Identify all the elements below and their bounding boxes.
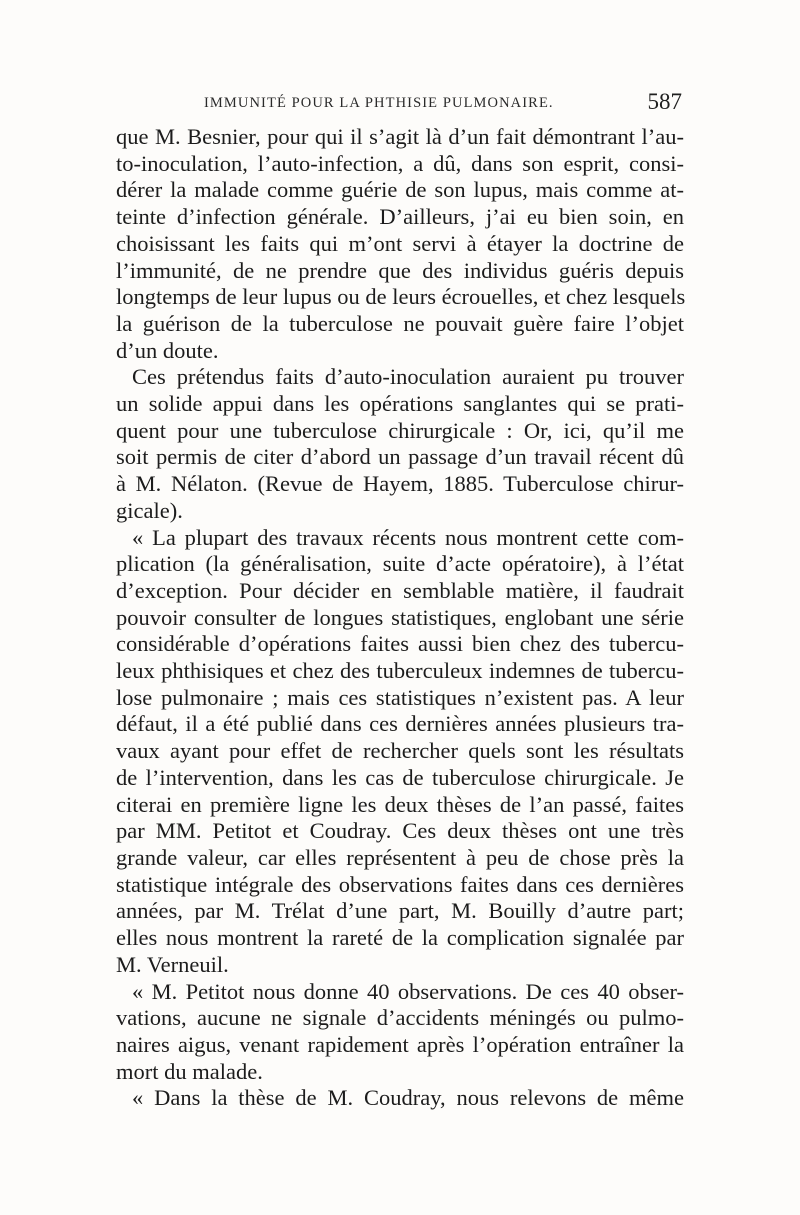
text-line: longtemps de leur lupus ou de leurs écrouelles, et chez lesquels: [116, 284, 686, 310]
paragraph: [116, 124, 684, 364]
text-line: leux phthisiques et chez des tuberculeux indemnes de tubercu-: [116, 658, 684, 684]
text-line: vations, aucune ne signale d’accidents méningés ou pulmo-: [116, 1005, 684, 1031]
body-text: [116, 124, 684, 1112]
text-line: la guérison de la tuberculose ne pouvait guère faire l’objet: [116, 310, 684, 336]
text-line: que M. Besnier, pour qui il s’agit là d’un fait démontrant l’au-: [116, 124, 684, 149]
paragraph: [116, 525, 684, 979]
paragraph: [116, 979, 684, 1086]
text-line: statistique intégrale des observations faites dans ces dernières: [116, 871, 684, 897]
text-line: quent pour une tuberculose chirurgicale : Or, ici, qu’il me: [116, 417, 684, 443]
text-line: Ces prétendus faits d’auto-inoculation auraient pu trouver: [132, 364, 684, 390]
text-line: grande valeur, car elles représentent à peu de chose près la: [116, 844, 684, 870]
text-line: to-inoculation, l’auto-infection, a dû, dans son esprit, consi-: [116, 150, 684, 176]
text-line: pouvoir consulter de longues statistiques, englobant une série: [116, 604, 684, 630]
text-line: dérer la malade comme guérie de son lupus, mais comme at-: [116, 177, 684, 203]
text-line: lose pulmonaire ; mais ces statistiques n’existent pas. A leur: [116, 684, 684, 710]
text-line: d’exception. Pour décider en semblable matière, il faudrait: [116, 577, 684, 603]
text-line: vaux ayant pour effet de rechercher quels sont les résultats: [116, 738, 684, 764]
page-number: 587: [647, 89, 682, 114]
text-line: « Dans la thèse de M. Coudray, nous relevons de même: [132, 1085, 684, 1111]
text-line: considérable d’opérations faites aussi bien chez des tubercu-: [116, 631, 684, 657]
paragraph: [116, 1085, 684, 1112]
text-line: un solide appui dans les opérations sanglantes qui se prati-: [116, 391, 684, 417]
page-header: [116, 91, 684, 117]
text-line: à M. Nélaton. (Revue de Hayem, 1885. Tuberculose chirur-: [116, 471, 684, 497]
text-line: défaut, il a été publié dans ces dernières années plusieurs tra-: [116, 711, 684, 737]
text-line: par MM. Petitot et Coudray. Ces deux thèses ont une très: [116, 818, 684, 844]
text-line: d’un doute.: [116, 337, 219, 363]
text-line: M. Verneuil.: [116, 951, 229, 977]
text-line: années, par M. Trélat d’une part, M. Bouilly d’autre part;: [116, 898, 684, 924]
text-line: « M. Petitot nous donne 40 observations. De ces 40 obser-: [132, 978, 684, 1004]
running-head: IMMUNITÉ POUR LA PHTHISIE PULMONAIRE.: [204, 95, 554, 111]
text-line: naires aigus, venant rapidement après l’opération entraîner la: [116, 1031, 684, 1057]
text-line: mort du malade.: [116, 1058, 263, 1084]
text-line: « La plupart des travaux récents nous montrent cette com-: [132, 524, 684, 550]
text-line: l’immunité, de ne prendre que des individus guéris depuis: [116, 257, 684, 283]
text-line: citerai en première ligne les deux thèses de l’an passé, faites: [116, 791, 684, 817]
paragraph: [116, 364, 684, 524]
text-line: soit permis de citer d’abord un passage d’un travail récent dû: [116, 444, 684, 470]
text-line: teinte d’infection générale. D’ailleurs, j’ai eu bien soin, en: [116, 204, 684, 230]
text-line: de l’intervention, dans les cas de tuberculose chirurgicale. Je: [116, 764, 684, 790]
text-line: gicale).: [116, 497, 183, 523]
text-line: elles nous montrent la rareté de la complication signalée par: [116, 925, 684, 951]
text-line: choisissant les faits qui m’ont servi à étayer la doctrine de: [116, 230, 684, 256]
text-line: plication (la généralisation, suite d’acte opératoire), à l’état: [116, 551, 684, 577]
